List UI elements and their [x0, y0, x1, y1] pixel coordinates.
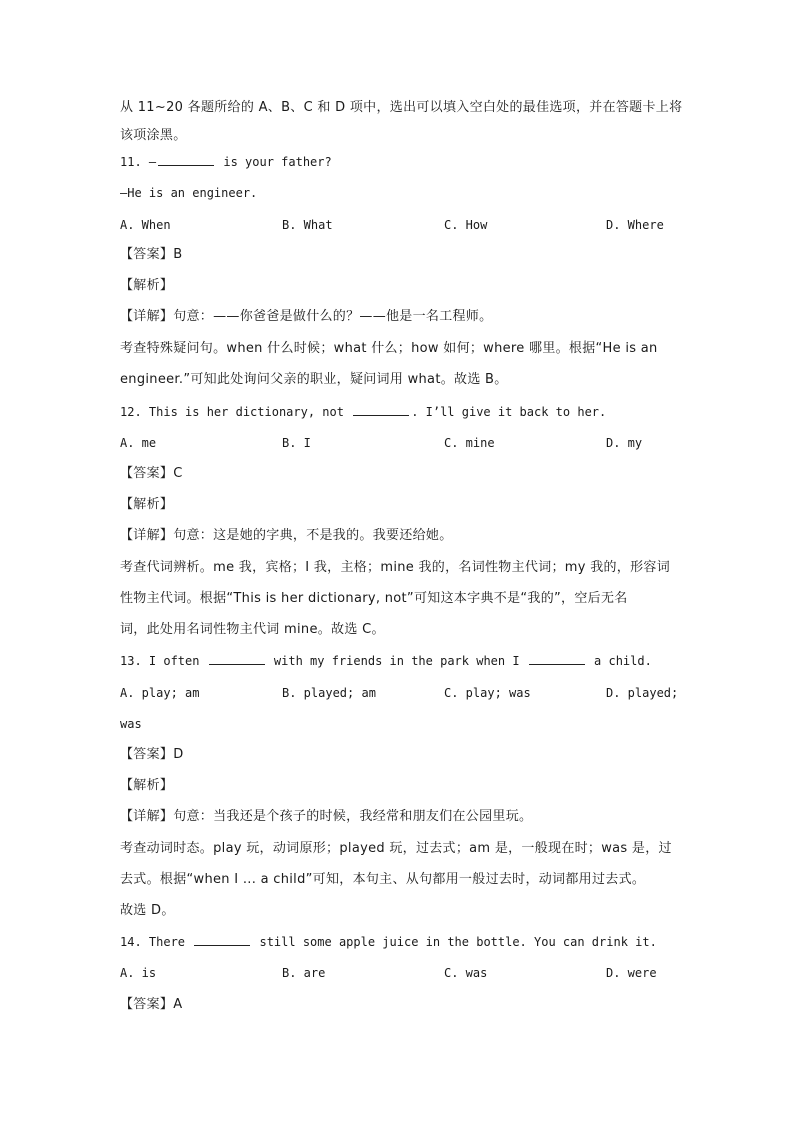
question-11-stem: 11. — is your father?	[120, 155, 332, 169]
q14-option-c: C. was	[444, 966, 488, 980]
question-12-stem: 12. This is her dictionary, not . I’ll give it back to her.	[120, 405, 607, 419]
q12-option-b: B. I	[282, 436, 311, 450]
q13-option-c: C. play; was	[444, 686, 531, 700]
q12-analysis-heading: 【解析】	[120, 497, 174, 512]
instructions-line-1: 从 11~20 各题所给的 A、B、C 和 D 项中，选出可以填入空白处的最佳选项，并在答题卡上将	[120, 100, 683, 115]
q12-explain-1: 考查代词辨析。me 我，宾格；I 我，主格；mine 我的，名词性物主代词；my 我的，形容词	[120, 560, 670, 575]
answer-blank	[353, 404, 409, 416]
q13-explain-3: 故选 D。	[120, 903, 175, 918]
q12-option-c: C. mine	[444, 436, 495, 450]
question-13-stem: 13. I often with my friends in the park when I a child.	[120, 654, 652, 668]
q13-option-d-wrap: was	[120, 717, 142, 731]
q11-option-b: B. What	[282, 218, 333, 232]
q13-explain-1: 考查动词时态。play 玩，动词原形；played 玩，过去式；am 是，一般现在时；was 是，过	[120, 841, 672, 856]
answer-blank	[158, 154, 214, 166]
q13-answer: 【答案】D	[120, 747, 184, 762]
q14-option-b: B. are	[282, 966, 326, 980]
q12-explain-2: 性物主代词。根据“This is her dictionary, not”可知这本字典不是“我的”，空后无名	[120, 591, 628, 606]
q11-explain-2: engineer.”可知此处询问父亲的职业，疑问词用 what。故选 B。	[120, 372, 508, 387]
q13-detail: 【详解】句意：当我还是个孩子的时候，我经常和朋友们在公园里玩。	[120, 809, 533, 824]
q11-answer: 【答案】B	[120, 247, 183, 262]
question-11-response: —He is an engineer.	[120, 186, 258, 200]
answer-blank	[209, 653, 265, 665]
answer-blank	[194, 934, 250, 946]
q14-answer: 【答案】A	[120, 997, 183, 1012]
instructions-line-2: 该项涂黑。	[120, 128, 187, 143]
q13-explain-2: 去式。根据“when I ... a child”可知，本句主、从句都用一般过去时，动词都用过去式。	[120, 872, 646, 887]
q11-analysis-heading: 【解析】	[120, 278, 174, 293]
q13-option-a: A. play; am	[120, 686, 200, 700]
q12-detail: 【详解】句意：这是她的字典，不是我的。我要还给她。	[120, 528, 453, 543]
q14-option-d: D. were	[606, 966, 657, 980]
answer-blank	[529, 653, 585, 665]
q12-option-a: A. me	[120, 436, 157, 450]
q13-option-b: B. played; am	[282, 686, 376, 700]
q12-answer: 【答案】C	[120, 466, 183, 481]
q13-analysis-heading: 【解析】	[120, 778, 174, 793]
q11-option-c: C. How	[444, 218, 488, 232]
q11-option-a: A. When	[120, 218, 171, 232]
question-14-stem: 14. There still some apple juice in the bottle. You can drink it.	[120, 935, 657, 949]
q12-option-d: D. my	[606, 436, 643, 450]
q11-detail: 【详解】句意：——你爸爸是做什么的？——他是一名工程师。	[120, 309, 493, 324]
q13-option-d: D. played;	[606, 686, 679, 700]
q12-explain-3: 词，此处用名词性物主代词 mine。故选 C。	[120, 622, 385, 637]
q11-option-d: D. Where	[606, 218, 664, 232]
q11-explain-1: 考查特殊疑问句。when 什么时候；what 什么；how 如何；where 哪里。根据“He is an	[120, 341, 658, 356]
q14-option-a: A. is	[120, 966, 157, 980]
